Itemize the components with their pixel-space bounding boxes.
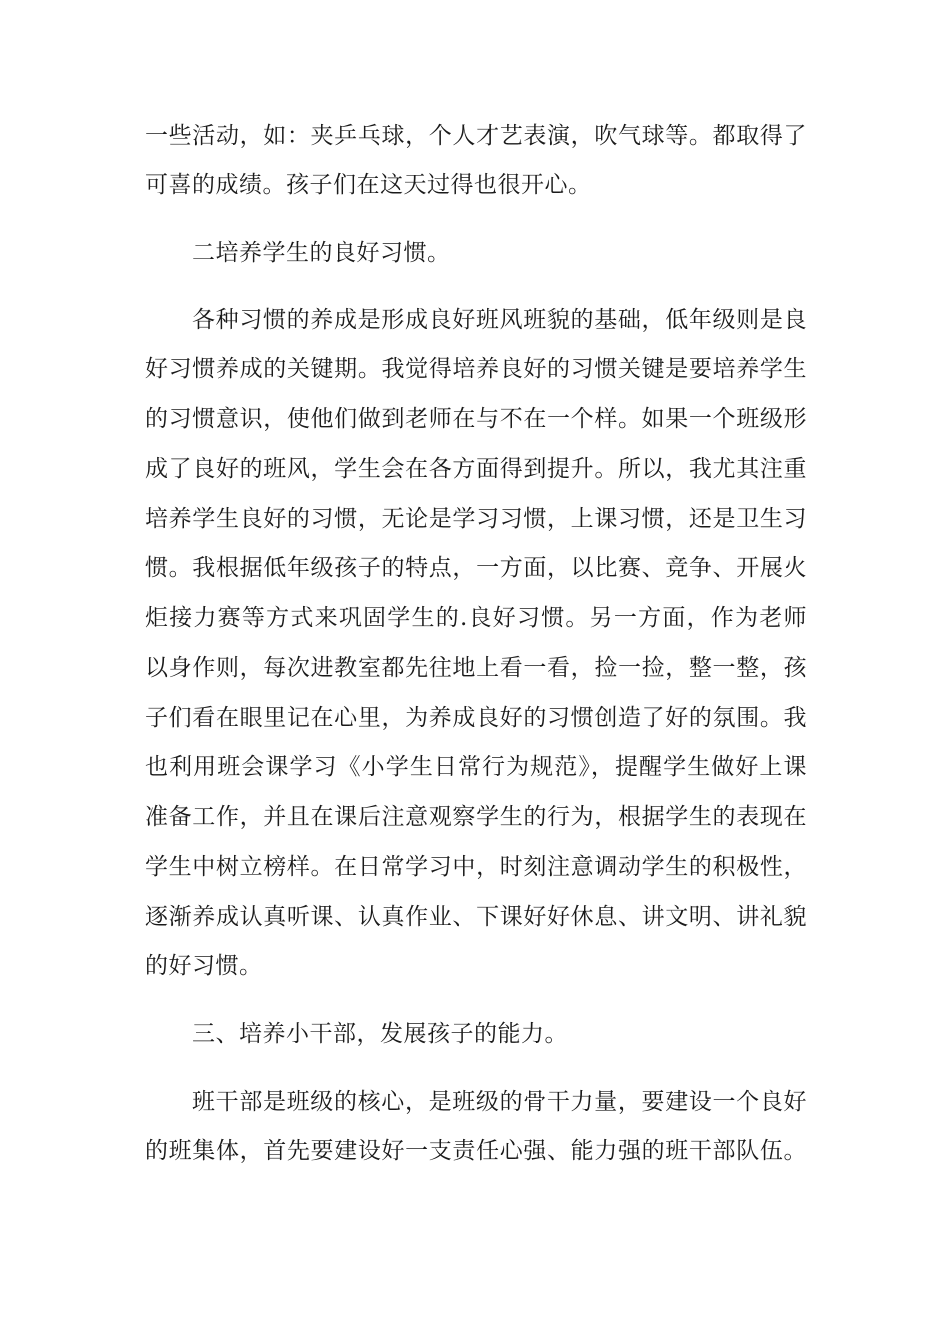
text-line: 也利用班会课学习《小学生日常行为规范》，提醒学生做好上课: [145, 754, 807, 780]
section-heading: 三、培养小干部，发展孩子的能力。: [192, 1021, 568, 1047]
text-line: 子们看在眼里记在心里，为养成良好的习惯创造了好的氛围。我: [145, 705, 807, 731]
text-line: 以身作则，每次进教室都先往地上看一看，捡一捡，整一整，孩: [145, 655, 807, 681]
text-line: 的好习惯。: [145, 953, 263, 979]
text-line: 班干部是班级的核心，是班级的骨干力量，要建设一个良好: [192, 1089, 807, 1115]
text-line: 准备工作，并且在课后注意观察学生的行为，根据学生的表现在: [145, 804, 807, 830]
section-heading: 二培养学生的良好习惯。: [192, 240, 451, 266]
text-line: 可喜的成绩。孩子们在这天过得也很开心。: [145, 172, 592, 198]
text-line: 的班集体，首先要建设好一支责任心强、能力强的班干部队伍。: [145, 1138, 807, 1164]
text-line: 一些活动，如：夹乒乓球，个人才艺表演，吹气球等。都取得了: [145, 123, 807, 149]
text-line: 炬接力赛等方式来巩固学生的.良好习惯。另一方面，作为老师: [145, 605, 807, 631]
text-line: 惯。我根据低年级孩子的特点，一方面，以比赛、竞争、开展火: [145, 555, 807, 581]
text-line: 逐渐养成认真听课、认真作业、下课好好休息、讲文明、讲礼貌: [145, 904, 807, 930]
text-line: 的习惯意识，使他们做到老师在与不在一个样。如果一个班级形: [145, 406, 807, 432]
text-line: 学生中树立榜样。在日常学习中，时刻注意调动学生的积极性，: [145, 854, 807, 880]
text-line: 各种习惯的养成是形成良好班风班貌的基础，低年级则是良: [192, 307, 807, 333]
text-line: 好习惯养成的关键期。我觉得培养良好的习惯关键是要培养学生: [145, 356, 807, 382]
text-line: 成了良好的班风，学生会在各方面得到提升。所以，我尤其注重: [145, 456, 807, 482]
text-line: 培养学生良好的习惯，无论是学习习惯，上课习惯，还是卫生习: [145, 506, 807, 532]
